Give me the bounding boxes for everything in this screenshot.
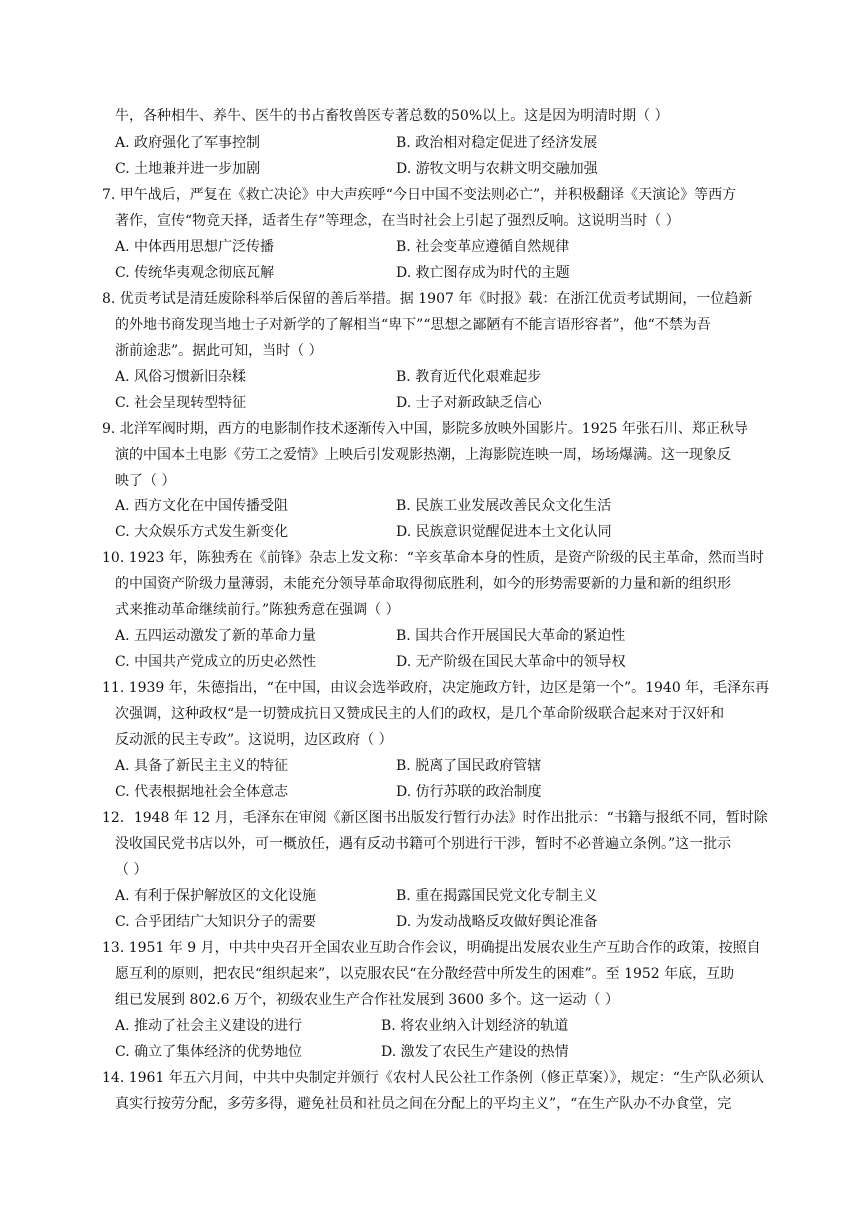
q12-option-d: D. 为发动战略反攻做好舆论准备 xyxy=(396,914,598,930)
q9-option-c: C. 大众娱乐方式发生新变化 xyxy=(115,524,289,540)
q8-option-d: D. 士子对新政缺乏信心 xyxy=(396,395,542,411)
q6-option-a: A. 政府强化了军事控制 xyxy=(115,135,261,151)
q10-stem-line: 式来推动革命继续前行。”陈独秀意在强调（ ） xyxy=(115,602,400,618)
q10-option-b: B. 国共合作开展国民大革命的紧迫性 xyxy=(396,628,626,644)
q7-stem-line: 7. 甲午战后，严复在《救亡决论》中大声疾呼“今日中国不变法则必亡”，并积极翻译《天演论》等西方 xyxy=(102,187,737,203)
q10-option-d: D. 无产阶级在国民大革命中的领导权 xyxy=(396,654,626,670)
q12-option-c: C. 合乎团结广大知识分子的需要 xyxy=(115,914,317,930)
q12-stem-line: 12．1948 年 12 月，毛泽东在审阅《新区图书出版发行暂行办法》时作出批示：“书籍与报纸不同，暂时除 xyxy=(102,810,768,826)
q9-option-a: A. 西方文化在中国传播受阻 xyxy=(115,498,289,514)
q14-stem-line: 14. 1961 年五六月间，中共中央制定并颁行《农村人民公社工作条例（修正草案）》，规定：“生产队必须认 xyxy=(102,1070,764,1086)
q9-stem-line: 演的中国本土电影《劳工之爱情》上映后引发观影热潮，上海影院连映一周，场场爆满。这一现象反 xyxy=(115,447,731,463)
q11-stem-line: 11. 1939 年，朱德指出，“在中国，由议会选举政府，决定施政方针，边区是第一个”。1940 年，毛泽东再 xyxy=(102,680,770,696)
q13-stem-line: 愿互利的原则，把农民“组织起来”，以克服农民“在分散经营中所发生的困难”。至 1952 年底，互助 xyxy=(115,966,735,982)
q8-stem-line: 的外地书商发现当地士子对新学的了解相当“卑下”“思想之鄙陋有不能言语形容者”，他“不禁为吾 xyxy=(115,317,711,333)
q8-stem-line: 8. 优贡考试是清廷废除科举后保留的善后举措。据 1907 年《时报》载：在浙江优贡考试期间，一位趋新 xyxy=(102,291,753,307)
q10-stem-line: 10. 1923 年，陈独秀在《前锋》杂志上发文称：“辛亥革命本身的性质，是资产阶级的民主革命，然而当时 xyxy=(102,550,764,566)
q8-option-a: A. 风俗习惯新旧杂糅 xyxy=(115,369,247,385)
q11-option-b: B. 脱离了国民政府管辖 xyxy=(396,758,542,774)
q12-option-a: A. 有利于保护解放区的文化设施 xyxy=(115,888,317,904)
q13-stem-line: 13. 1951 年 9 月，中共中央召开全国农业互助合作会议，明确提出发展农业生产互助合作的政策，按照自 xyxy=(102,940,761,956)
q11-option-c: C. 代表根据地社会全体意志 xyxy=(115,784,289,800)
q13-option-b: B. 将农业纳入计划经济的轨道 xyxy=(381,1018,569,1034)
q6-option-d: D. 游牧文明与农耕文明交融加强 xyxy=(396,161,598,177)
q11-stem-line: 反动派的民主专政”。这说明，边区政府（ ） xyxy=(115,732,393,748)
q8-stem-line: 浙前途悲”。据此可知，当时（ ） xyxy=(115,343,323,359)
q9-option-d: D. 民族意识觉醒促进本土文化认同 xyxy=(396,524,612,540)
q12-option-b: B. 重在揭露国民党文化专制主义 xyxy=(396,888,598,904)
q9-stem-line: 映了（ ） xyxy=(115,473,176,489)
q6-option-b: B. 政治相对稳定促进了经济发展 xyxy=(396,135,598,151)
q13-stem-line: 组已发展到 802.6 万个，初级农业生产合作社发展到 3600 多个。这一运动（ ） xyxy=(115,992,619,1008)
q13-option-a: A. 推动了社会主义建设的进行 xyxy=(115,1018,303,1034)
q10-option-a: A. 五四运动激发了新的革命力量 xyxy=(115,628,317,644)
q12-stem-line: 没收国民党书店以外，可一概放任，遇有反动书籍可个别进行干涉，暂时不必普遍立条例。”这一批示 xyxy=(115,836,732,852)
q10-option-c: C. 中国共产党成立的历史必然性 xyxy=(115,654,317,670)
q6-stem-line: 牛，各种相牛、养牛、医牛的书占畜牧兽医专著总数的50%以上。这是因为明清时期（ ） xyxy=(115,108,669,124)
q7-stem-line: 著作，宣传“物竞天择，适者生存”等理念，在当时社会上引起了强烈反响。这说明当时（ ） xyxy=(115,213,680,229)
q9-option-b: B. 民族工业发展改善民众文化生活 xyxy=(396,498,612,514)
q7-option-d: D. 救亡图存成为时代的主题 xyxy=(396,265,570,281)
q7-option-b: B. 社会变革应遵循自然规律 xyxy=(396,239,570,255)
q9-stem-line: 9. 北洋军阀时期，西方的电影制作技术逐渐传入中国，影院多放映外国影片。1925 年张石川、郑正秋导 xyxy=(102,421,748,437)
q11-option-d: D. 仿行苏联的政治制度 xyxy=(396,784,542,800)
q11-stem-line: 次强调，这种政权“是一切赞成抗日又赞成民主的人们的政权，是几个革命阶级联合起来对于汉奸和 xyxy=(115,706,725,722)
q14-stem-line: 真实行按劳分配，多劳多得，避免社员和社员之间在分配上的平均主义”，“在生产队办不办食堂，完 xyxy=(115,1096,732,1112)
q7-option-c: C. 传统华夷观念彻底瓦解 xyxy=(115,265,275,281)
q13-option-d: D. 激发了农民生产建设的热情 xyxy=(381,1044,569,1060)
q11-option-a: A. 具备了新民主主义的特征 xyxy=(115,758,289,774)
q6-option-c: C. 土地兼并进一步加剧 xyxy=(115,161,261,177)
q10-stem-line: 的中国资产阶级力量薄弱，未能充分领导革命取得彻底胜利，如今的形势需要新的力量和新的组织形 xyxy=(115,576,731,592)
q13-option-c: C. 确立了集体经济的优势地位 xyxy=(115,1044,303,1060)
q7-option-a: A. 中体西用思想广泛传播 xyxy=(115,239,275,255)
q8-option-c: C. 社会呈现转型特征 xyxy=(115,395,247,411)
q12-stem-line: （ ） xyxy=(115,862,148,878)
q8-option-b: B. 教育近代化艰难起步 xyxy=(396,369,542,385)
